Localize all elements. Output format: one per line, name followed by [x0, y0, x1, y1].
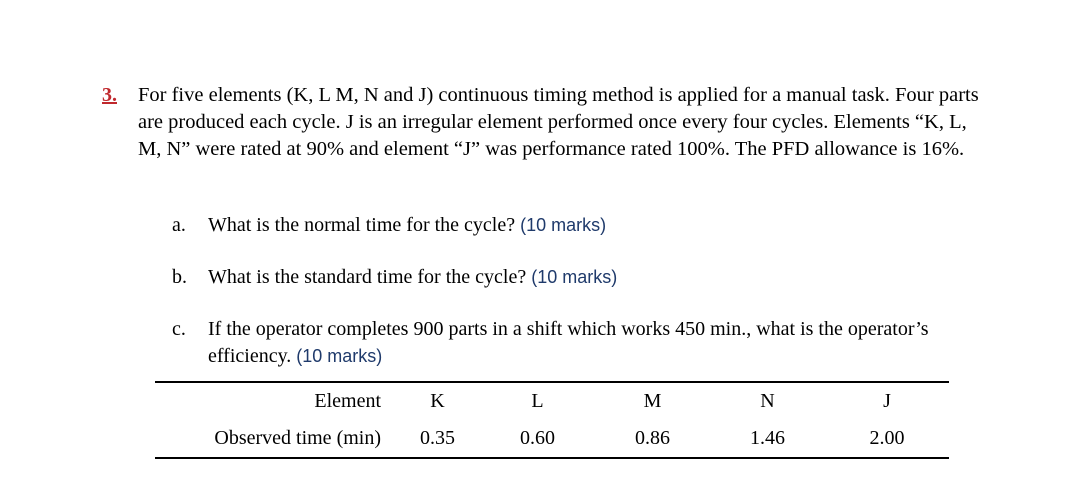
table-row [155, 420, 949, 458]
part-question: What is the standard time for the cycle? [208, 266, 527, 288]
part-marks: (10 marks) [296, 346, 383, 366]
question-number: 3. [102, 84, 117, 106]
part-letter: b. [172, 266, 187, 288]
part-letter: a. [172, 214, 186, 236]
time-m: 0.86 [635, 427, 670, 449]
element-k: K [430, 390, 445, 412]
part-marks: (10 marks) [520, 215, 607, 235]
table-header-row [155, 382, 949, 420]
observed-time-label: Observed time (min) [214, 427, 381, 449]
element-n: N [760, 390, 775, 412]
part-marks: (10 marks) [531, 267, 618, 287]
element-l: L [531, 390, 544, 412]
question-text: For five elements (K, L M, N and J) continuous timing method is applied for a manual task. Four parts are produced each cycle. J is an irregular element performed once every four cycles. Elements “K, L, M, N” were rated at 90% and element “J” was performance rated 100%. The PFD allowance is 16%. [138, 84, 979, 160]
time-k: 0.35 [420, 427, 455, 449]
element-j: J [883, 390, 891, 412]
part-text [208, 316, 948, 370]
observed-times-table [155, 381, 949, 459]
time-n: 1.46 [750, 427, 785, 449]
part-text [208, 264, 948, 291]
part-letter: c. [172, 318, 186, 340]
element-header: Element [314, 390, 381, 412]
part-question: What is the normal time for the cycle? [208, 214, 516, 236]
time-j: 2.00 [869, 427, 905, 449]
part-text [208, 212, 948, 239]
time-l: 0.60 [520, 427, 555, 449]
element-m: M [643, 390, 662, 412]
part-question: If the operator completes 900 parts in a shift which works 450 min., what is the operator’s efficiency. [208, 318, 929, 367]
